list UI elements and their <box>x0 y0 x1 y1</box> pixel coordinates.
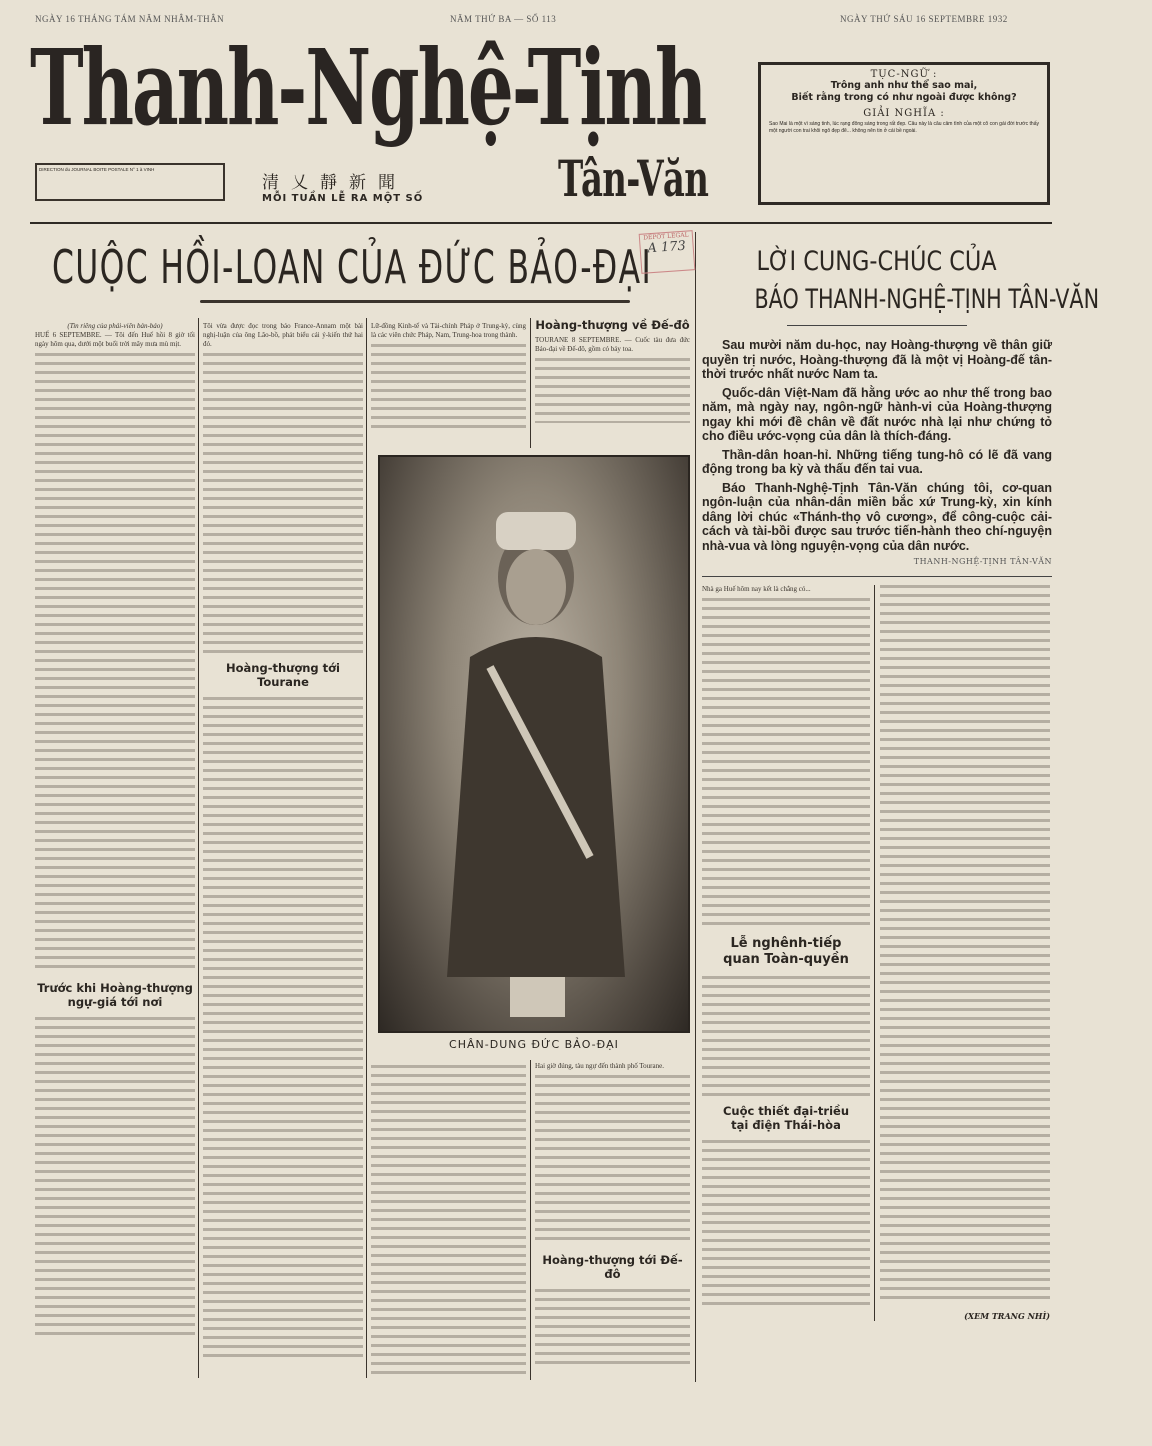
greeting-paragraph: Quốc-dân Việt-Nam đã hằng ước ao như thế trong bao năm, mà ngày nay, ngôn-ngữ hành-vi của Hoàng-thượng ngay khi mới đề chân về đất nước nhà lại như chứng tỏ cho điều ước-vọng của dân là thích-đáng. <box>702 385 1052 443</box>
stamp-label: DÉPÔT LÉGAL <box>642 231 689 242</box>
illegible-text <box>35 1017 195 1337</box>
subhead-line: Cuộc thiết đại-triều <box>722 1104 850 1118</box>
right-column-1 <box>702 585 870 1321</box>
masthead-chinese: 清乂靜新聞 <box>262 173 407 193</box>
masthead-subtitle: Tân-Văn <box>558 149 709 208</box>
subhead-toi-tourane: Hoàng-thượng tới Tourane <box>225 661 340 689</box>
proverb-line2: Biết rằng trong có như ngoài được không? <box>791 92 1017 103</box>
greeting-article <box>702 243 1100 566</box>
proverb-box <box>758 62 1050 205</box>
subhead-dai-trieu <box>702 1104 870 1132</box>
meaning-title: GIẢI NGHĨA : <box>863 108 945 119</box>
illegible-text <box>35 353 195 973</box>
proverb-line1: Trông anh như thể sao mai, <box>830 80 978 91</box>
column-divider <box>695 232 696 1382</box>
col1-intro: (Tin riêng của phái-viên bản-báo) <box>67 322 163 330</box>
col1-lead: HUẾ 6 SEPTEMBRE. — Tôi đến Huế hồi 8 giờ tối ngày hôm qua, dưới một buổi trời mây mưa mù mịt. <box>35 331 195 348</box>
subhead-line: ngự-giá tới nơi <box>67 995 163 1009</box>
greeting-paragraph: Thần-dân hoan-hỉ. Những tiếng tung-hô có lẽ đã vang động trong ba kỳ và thấu đến tai vua. <box>702 447 1052 476</box>
right-area <box>702 243 1100 1321</box>
masthead-frequency: MỖI TUẦN LỄ RA MỘT SỐ <box>262 193 424 204</box>
subhead-ve-de-do: Hoàng-thượng về Đế-đô <box>535 318 690 332</box>
meaning-text: Sao Mai là một vì sáng tinh, lúc rạng đông sáng trong rất đẹp. Câu này là câu cảm tình của một cô con gái đời trước thấy một người con trai khôi ngô đẹp đẽ... không nên tin ở cái bề ngoài. <box>769 121 1039 134</box>
column-divider <box>366 318 367 1378</box>
subhead-le-nghenh-tiep <box>702 936 870 968</box>
illegible-text <box>371 1065 526 1375</box>
dateline-lunar: NGÀY 16 THÁNG TÁM NĂM NHÂM-THÂN <box>35 14 225 24</box>
main-headline: CUỘC HỒI-LOAN CỦA ĐỨC BẢO-ĐẠI <box>52 240 653 294</box>
greeting-title-2: BÁO THANH-NGHỆ-TỊNH TÂN-VĂN <box>754 284 1100 315</box>
emperor-portrait-figure <box>380 457 692 1035</box>
right-columns <box>702 585 1052 1321</box>
masthead-info-box: DIRECTION du JOURNAL BOITE POSTALE N° 1 à VINH <box>35 163 225 201</box>
greeting-signature: THANH-NGHỆ-TỊNH TÂN-VĂN <box>913 557 1052 566</box>
illegible-text <box>535 358 690 423</box>
column-1 <box>35 322 195 1337</box>
continued-note: (XEM TRANG NHÌ) <box>964 1311 1050 1321</box>
subhead-line: quan Toàn-quyền <box>723 952 849 967</box>
greeting-rule <box>787 325 967 326</box>
legal-deposit-stamp <box>639 230 696 274</box>
col3-lead: Lữ-đồng Kinh-tế và Tài-chính Pháp ở Trung-kỳ, cùng là các viên chức Pháp, Nam, Trung-hoa trong thành. <box>371 322 526 339</box>
greeting-title-1: LỜI CUNG-CHÚC CỦA <box>756 246 998 277</box>
illegible-text <box>203 697 363 1357</box>
dateline-date: NGÀY THỨ SÁU 16 SEPTEMBRE 1932 <box>840 14 1008 24</box>
photo-col-lead: Hai giờ đúng, tàu ngự đến thành phố Tourane. <box>535 1062 664 1070</box>
subhead-line: tại điện Thái-hòa <box>731 1118 841 1132</box>
portrait-photo <box>378 455 690 1033</box>
column-2 <box>203 322 363 1357</box>
right-column-2 <box>874 585 1050 1321</box>
illegible-text <box>535 1289 690 1364</box>
column-divider <box>530 318 531 448</box>
masthead-title: Thanh-Nghệ-Tịnh <box>30 26 706 149</box>
greeting-paragraph: Báo Thanh-Nghệ-Tịnh Tân-Văn chúng tôi, cơ-quan ngôn-luận của nhân-dân miền bắc xứ Trung-kỳ, xin kính dâng lời chúc «Thánh-thọ vô cương», để công-cuộc cải-cách và tài-bồi được sau trước tiến-hành theo chí-nguyện nhà-vua và lòng nguyện-vọng của dân nước. <box>702 480 1052 553</box>
illegible-text <box>702 976 870 1096</box>
illegible-text <box>203 353 363 653</box>
greeting-bottom-rule <box>702 576 1052 577</box>
subhead-line: Lễ nghênh-tiếp <box>730 936 842 951</box>
greeting-paragraph: Sau mười năm du-học, nay Hoàng-thượng về thân giữ quyền trị nước, Hoàng-thượng đã là một vị Hoàng-đế tân-thời trước nhất nước Nam ta. <box>702 338 1052 381</box>
photo-caption: CHÂN-DUNG ĐỨC BẢO-ĐẠI <box>449 1038 619 1051</box>
subhead-line: Trước khi Hoàng-thượng <box>37 981 193 995</box>
stamp-number: A 173 <box>647 238 687 257</box>
col4-lead: TOURANE 8 SEPTEMBRE. — Cuốc tàu đưa đức Bảo-đại về Đế-đô, gồm có bảy toa. <box>535 336 690 353</box>
headline-rule <box>200 300 630 303</box>
col2-lead: Tôi vừa được đọc trong báo France-Annam một bài nghị-luận của ông Lâo-bồ, phát biểu cái ý-kiến thứ hai đó. <box>203 322 363 348</box>
column-divider <box>198 318 199 1378</box>
column-divider <box>530 1060 531 1380</box>
illegible-text <box>371 344 526 429</box>
column-4-bottom <box>535 1062 690 1364</box>
illegible-text <box>702 598 870 928</box>
subhead-truoc-khi <box>35 981 195 1009</box>
column-4-top <box>535 318 690 423</box>
right-lead: Nhà ga Huế hôm nay kết là chẳng có... <box>702 585 811 593</box>
illegible-text <box>535 1075 690 1245</box>
illegible-text <box>880 585 1050 1305</box>
column-3-top <box>371 322 526 429</box>
proverb-title: TỤC-NGỮ : <box>870 69 938 80</box>
subhead-toi-de-do: Hoàng-thượng tới Đế-đô <box>542 1253 683 1281</box>
masthead-rule <box>30 222 1052 224</box>
illegible-text <box>702 1140 870 1310</box>
dateline-issue: NĂM THỨ BA — SỐ 113 <box>450 14 557 24</box>
